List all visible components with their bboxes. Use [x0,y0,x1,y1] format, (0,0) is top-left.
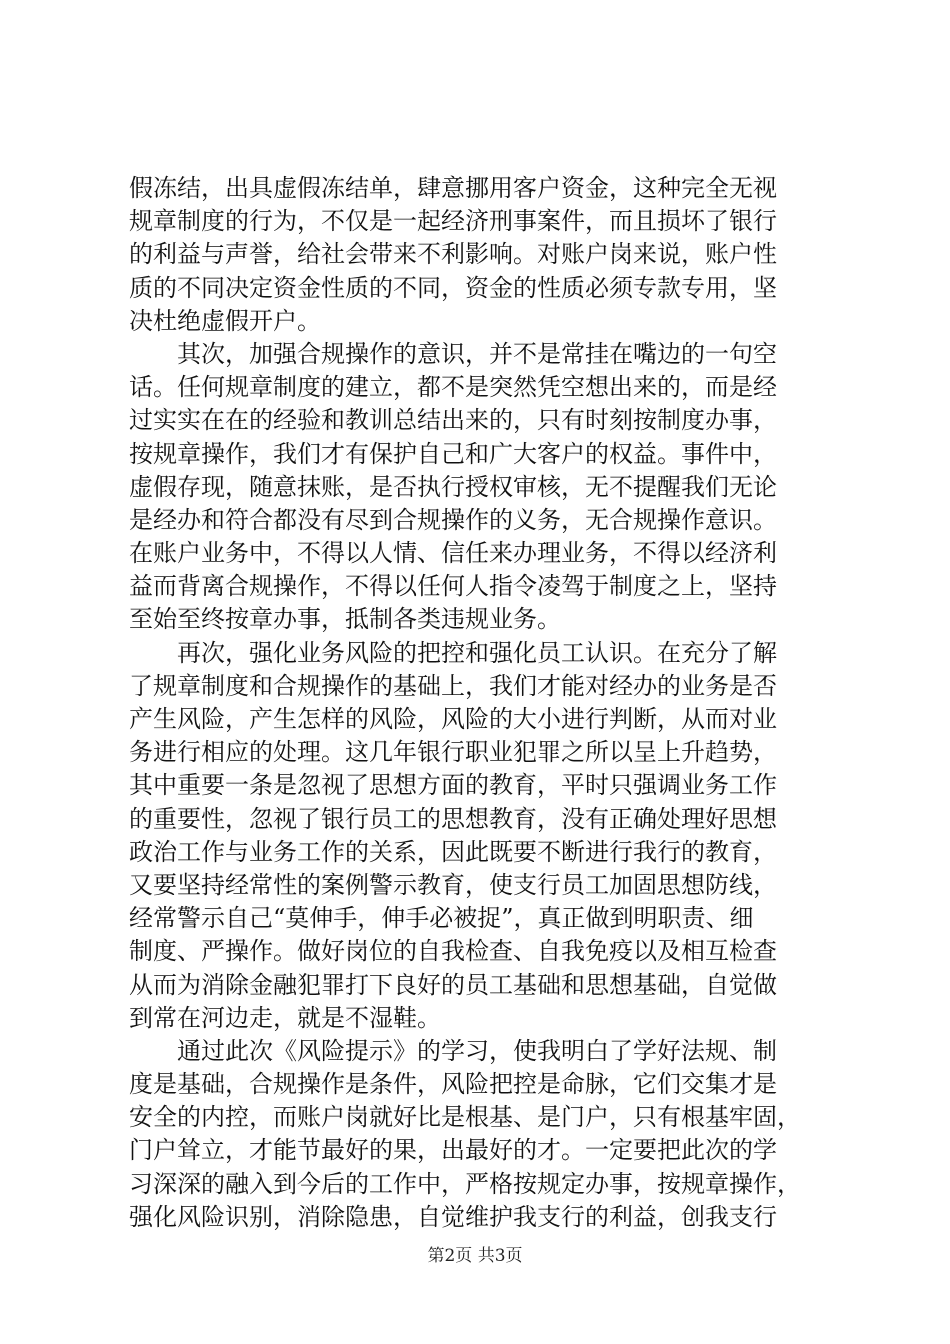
text-line: 其中重要一条是忽视了思想方面的教育，平时只强调业务工作 [129,771,777,800]
text-line: 质的不同决定资金性质的不同，资金的性质必须专款专用，坚 [129,273,777,302]
text-line: 务进行相应的处理。这几年银行职业犯罪之所以呈上升趋势， [129,738,777,767]
paragraph [129,172,829,338]
text-line: 决杜绝虚假开户。 [129,306,321,335]
text-line: 从而为消除金融犯罪打下良好的员工基础和思想基础，自觉做 [129,970,777,999]
text-line: 门户耸立，才能节最好的果，出最好的才。一定要把此次的学 [129,1136,777,1165]
text-line: 在账户业务中，不得以人情、信任来办理业务，不得以经济利 [129,539,777,568]
text-line: 过实实在在的经验和教训总结出来的，只有时刻按制度办事， [129,406,777,435]
document-body [129,172,829,1234]
text-line: 虚假存现，随意抹账，是否执行授权审核，无不提醒我们无论 [129,472,777,501]
text-line: 通过此次《风险提示》的学习，使我明白了学好法规、制 [129,1036,777,1065]
paragraph [129,338,829,637]
text-line: 益而背离合规操作，不得以任何人指令凌驾于制度之上，坚持 [129,572,777,601]
paragraph [129,1035,829,1234]
text-line: 政治工作与业务工作的关系，因此既要不断进行我行的教育， [129,837,777,866]
text-line: 强化风险识别，消除隐患，自觉维护我支行的利益，创我支行 [129,1202,777,1231]
text-line: 再次，强化业务风险的把控和强化员工认识。在充分了解 [129,638,777,667]
text-line: 度是基础，合规操作是条件，风险把控是命脉，它们交集才是 [129,1070,777,1099]
text-line: 规章制度的行为，不仅是一起经济刑事案件，而且损坏了银行 [129,207,777,236]
page-number-footer: 第2页 共3页 [427,1246,523,1266]
text-line: 至始至终按章办事，抵制各类违规业务。 [129,605,561,634]
text-line: 的利益与声誉，给社会带来不利影响。对账户岗来说，账户性 [129,240,777,269]
text-line: 习深深的融入到今后的工作中，严格按规定办事，按规章操作， [129,1169,801,1198]
text-line: 经常警示自己“莫伸手，伸手必被捉”，真正做到明职责、细 [129,904,754,933]
text-line: 产生风险，产生怎样的风险，风险的大小进行判断，从而对业 [129,705,777,733]
text-line: 话。任何规章制度的建立，都不是突然凭空想出来的，而是经 [129,373,777,402]
text-line: 了规章制度和合规操作的基础上，我们才能对经办的业务是否 [129,671,777,700]
text-line: 又要坚持经常性的案例警示教育，使支行员工加固思想防线， [129,870,777,899]
text-line: 到常在河边走，就是不湿鞋。 [129,1003,441,1032]
text-line: 制度、严操作。做好岗位的自我检查、自我免疫以及相互检查 [129,937,777,966]
text-line: 的重要性，忽视了银行员工的思想教育，没有正确处理好思想 [129,804,777,833]
text-line: 安全的内控，而账户岗就好比是根基、是门户，只有根基牢固， [129,1103,801,1132]
paragraph [129,637,829,1035]
text-line: 其次，加强合规操作的意识，并不是常挂在嘴边的一句空 [129,339,777,368]
text-line: 假冻结，出具虚假冻结单，肆意挪用客户资金，这种完全无视 [129,174,777,202]
text-line: 是经办和符合都没有尽到合规操作的义务，无合规操作意识。 [129,505,777,534]
text-line: 按规章操作，我们才有保护自己和广大客户的权益。事件中， [129,439,777,468]
